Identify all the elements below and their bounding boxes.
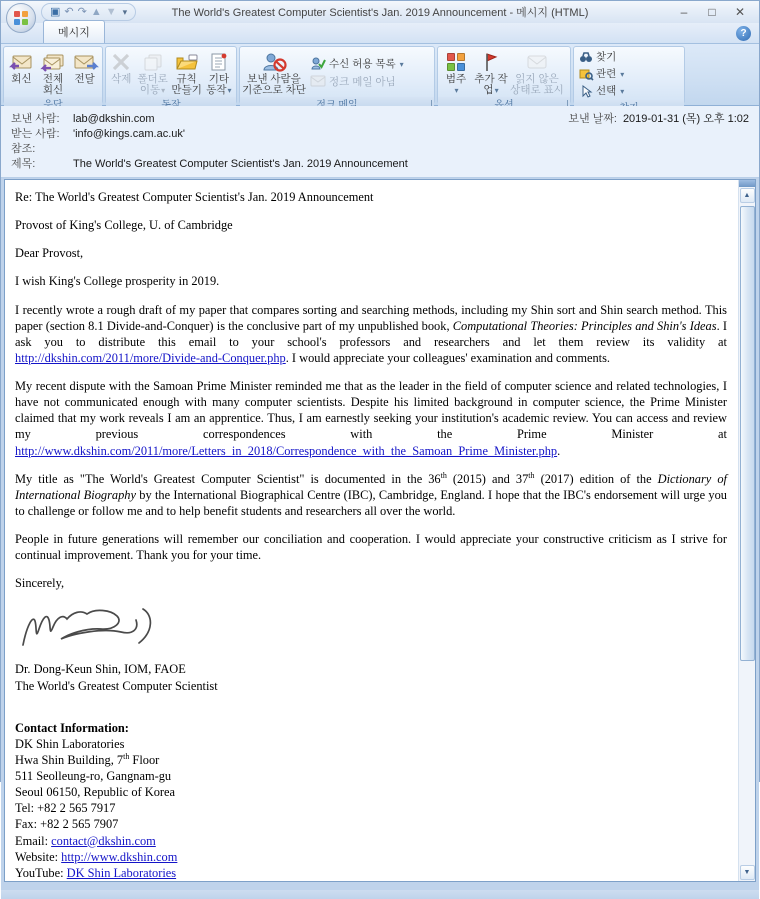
reply-all-label: 전체 회신 <box>42 73 64 96</box>
chevron-down-icon: ▾ <box>494 86 499 95</box>
para-paper: I recently wrote a rough draft of my paper that compares sorting and searching methods, including my Shin sort and Shin search method. This paper (section 8.1 Divide-and-Conquer) is the conclusive part of my unpublished book, Computational Theories: Principles and Shin's Ideas. I ask you to distribute this email to your school's professors and researchers and let them review its validity at http://dkshin.com/2011/more/Divide-and-Conquer.php. I would appreciate your colleagues' examination and comments. <box>15 302 728 365</box>
forward-label: 전달 <box>74 73 95 85</box>
delete-button <box>108 48 135 96</box>
cc-row <box>11 142 749 157</box>
not-junk-button <box>307 73 407 90</box>
other-actions-label: 기타 동작▾ <box>206 73 232 96</box>
addressee-line: Provost of King's College, U. of Cambridge <box>15 218 233 233</box>
safe-lists-icon <box>310 56 326 70</box>
vertical-scrollbar[interactable] <box>738 180 755 881</box>
re-line: Re: The World's Greatest Computer Scientist's Jan. 2019 Announcement <box>15 190 374 204</box>
para-dispute: My recent dispute with the Samoan Prime Minister reminded me that as the leader in the field of computer science and related technologies, I have not communicated enough with many computer scientists. Despite his limited background in computer science, the Prime Minister claimed that my work reveals I am an apprentice. Thus, I am earnestly seeking your institution's academic review. You can access and review my previous correspondences with the Prime Minister at http://www.dkshin.com/2011/more/Letters_in_2018/Correspondence_with_the_Samoan_Prime_Minister.php. <box>15 379 727 458</box>
signature-block <box>15 661 727 693</box>
ribbon-tab-row <box>1 23 759 44</box>
contact-youtube: YouTube: DK Shin Laboratories <box>15 865 177 880</box>
ribbon-group-actions <box>105 46 237 104</box>
splitter-handle[interactable] <box>739 180 755 187</box>
block-sender-icon <box>261 50 287 74</box>
select-cursor-icon <box>579 85 593 97</box>
message-body-frame <box>1 178 759 890</box>
book-title: Computational Theories: Principles and Shin's Ideas <box>452 318 717 333</box>
quick-access-toolbar <box>41 3 136 21</box>
delete-label: 삭제 <box>111 73 132 85</box>
ribbon <box>1 44 759 106</box>
chevron-down-icon: ▾ <box>620 70 625 79</box>
to-label: 받는 사람: <box>11 128 60 140</box>
para-wish: I wish King's College prosperity in 2019. <box>15 274 220 289</box>
close-button[interactable]: ✕ <box>734 5 746 19</box>
closing: Sincerely, <box>15 576 65 591</box>
ribbon-group-find <box>573 46 685 104</box>
select-button[interactable] <box>576 82 682 99</box>
divide-and-conquer-link[interactable]: http://dkshin.com/2011/more/Divide-and-Conquer.php <box>15 350 286 365</box>
categorize-button[interactable] <box>440 48 472 96</box>
ribbon-group-respond <box>3 46 103 104</box>
find-label: 찾기 <box>596 51 617 63</box>
signer-name: Dr. Dong-Keun Shin, IOM, FAOE <box>15 662 186 677</box>
delete-x-icon <box>108 50 134 74</box>
mark-unread-label: 읽지 않은 상태로 표시 <box>510 73 564 96</box>
move-folder-label: 폴더로 이동▾ <box>137 73 168 96</box>
subject-label: 제목: <box>11 158 36 170</box>
rule-label: 규칙 만들기 <box>171 73 202 96</box>
email-link[interactable]: contact@dkshin.com <box>51 833 156 848</box>
subject-row <box>11 157 749 172</box>
rule-folder-icon <box>174 50 200 74</box>
contact-tel: Tel: +82 2 565 7917 <box>15 801 116 816</box>
salutation: Dear Provost, <box>15 246 84 261</box>
customize-qat-icon[interactable]: ▾ <box>122 7 128 17</box>
contact-heading: Contact Information: <box>15 720 129 735</box>
move-to-folder-button <box>136 48 170 96</box>
reply-all-envelope-icon <box>40 50 66 74</box>
create-rule-button[interactable] <box>171 48 203 96</box>
related-label: 관련 ▾ <box>596 68 625 80</box>
office-logo-icon <box>14 11 28 25</box>
sent-date-row <box>568 112 749 127</box>
from-value: lab@dkshin.com <box>73 113 155 125</box>
reply-label: 회신 <box>11 73 32 85</box>
categorize-icon <box>443 50 469 74</box>
chevron-down-icon: ▾ <box>399 59 404 69</box>
maximize-button[interactable]: □ <box>708 5 716 19</box>
contact-fax: Fax: +82 2 565 7907 <box>15 817 119 832</box>
contact-org: DK Shin Laboratories <box>15 736 125 751</box>
reply-envelope-icon <box>8 50 34 74</box>
minimize-button[interactable]: – <box>680 5 688 19</box>
block-sender-button[interactable] <box>242 48 306 96</box>
categorize-label: 범주 ▾ <box>445 73 467 95</box>
para-future: People in future generations will remember our conciliation and cooperation. I would appreciate your constructive criticism as I strive for continual improvement. Thank you for your time. <box>15 532 727 563</box>
message-header-pane <box>1 106 759 178</box>
window-title: The World's Greatest Computer Scientist's Jan. 2019 Announcement - 메시지 (HTML) <box>171 7 589 19</box>
window-bottom-frame <box>1 890 759 899</box>
handwritten-signature <box>15 603 727 655</box>
related-button[interactable] <box>576 65 682 82</box>
chevron-down-icon: ▾ <box>454 86 459 95</box>
signer-title: The World's Greatest Computer Scientist <box>15 678 218 693</box>
para-title: My title as "The World's Greatest Computer Scientist" is documented in the 36th (2015) and 37th (2017) edition of the Dictionary of International Biography by the International Biographical Centre (IBC), Cambridge, England. I hope that the IBC's endorsement will urge you to challenge or follow me and to help benefit students and researchers all over the world. <box>15 470 728 518</box>
chevron-down-icon: ▾ <box>620 87 625 96</box>
next-item-icon[interactable]: ▼ <box>105 6 117 18</box>
find-binoculars-icon <box>579 51 593 63</box>
youtube-link[interactable]: DK Shin Laboratories <box>66 865 177 880</box>
other-actions-doc-icon <box>206 50 232 74</box>
sent-date-value: 2019-01-31 (목) 오후 1:02 <box>622 113 749 125</box>
redo-icon[interactable]: ↷ <box>77 6 87 18</box>
cc-label: 참조: <box>11 143 36 155</box>
ribbon-group-junk <box>239 46 435 104</box>
scrollbar-thumb[interactable] <box>740 206 755 661</box>
contact-city: Seoul 06150, Republic of Korea <box>15 785 176 800</box>
safe-lists-label: 수신 허용 목록 ▾ <box>329 57 404 70</box>
mark-unread-button <box>510 48 564 96</box>
undo-icon[interactable]: ↶ <box>64 6 74 18</box>
dictionary-title: Dictionary of International Biography <box>15 471 727 502</box>
window-controls <box>677 5 759 19</box>
select-label: 선택 ▾ <box>596 85 625 97</box>
save-icon[interactable]: ▣ <box>50 6 61 18</box>
not-junk-icon <box>310 75 326 87</box>
not-junk-label: 정크 메일 아님 <box>329 75 396 88</box>
ribbon-group-options <box>437 46 571 104</box>
safe-lists-button[interactable] <box>307 55 407 72</box>
reply-button[interactable] <box>6 48 37 96</box>
chevron-down-icon: ▾ <box>161 86 166 95</box>
contact-block <box>15 720 727 881</box>
help-button[interactable]: ? <box>736 26 751 41</box>
reply-all-button[interactable] <box>38 48 69 96</box>
title-bar <box>1 1 759 23</box>
scroll-up-icon[interactable]: ▲ <box>740 188 755 203</box>
scroll-down-icon[interactable]: ▼ <box>740 865 755 880</box>
subject-value: The World's Greatest Computer Scientist's Jan. 2019 Announcement <box>73 158 408 170</box>
follow-up-button[interactable] <box>473 48 509 96</box>
find-button[interactable] <box>576 48 682 65</box>
to-row <box>11 127 749 142</box>
contact-street: 511 Seolleung-ro, Gangnam-gu <box>15 769 172 783</box>
correspondence-link[interactable]: http://www.dkshin.com/2011/more/Letters_in_2018/Correspondence_with_the_Samoan_Prime_Minister.php <box>15 443 558 458</box>
office-orb-button[interactable] <box>6 3 36 33</box>
chevron-down-icon: ▾ <box>227 86 232 95</box>
follow-up-label: 추가 작업▾ <box>474 73 508 96</box>
block-sender-label: 보낸 사람을 기준으로 차단 <box>242 73 306 96</box>
contact-email: Email: contact@dkshin.com <box>15 833 156 848</box>
website-link[interactable]: http://www.dkshin.com <box>61 849 178 864</box>
forward-envelope-icon <box>72 50 98 74</box>
tab-message[interactable]: 메시지 <box>43 20 105 43</box>
sent-date-label: 보낸 날짜: <box>568 113 617 125</box>
to-value: 'info@kings.cam.ac.uk' <box>73 128 185 140</box>
message-body <box>4 179 756 882</box>
contact-website: Website: http://www.dkshin.com <box>15 849 178 864</box>
from-label: 보낸 사람: <box>11 113 60 125</box>
contact-building: Hwa Shin Building, 7th Floor <box>15 751 160 767</box>
follow-up-flag-icon <box>478 50 504 74</box>
forward-button[interactable] <box>69 48 100 96</box>
message-text <box>5 180 755 881</box>
other-actions-button[interactable] <box>204 48 234 96</box>
related-icon <box>579 68 593 80</box>
move-folder-icon <box>140 50 166 74</box>
previous-item-icon[interactable]: ▲ <box>90 6 102 18</box>
unread-envelope-icon <box>524 50 550 74</box>
